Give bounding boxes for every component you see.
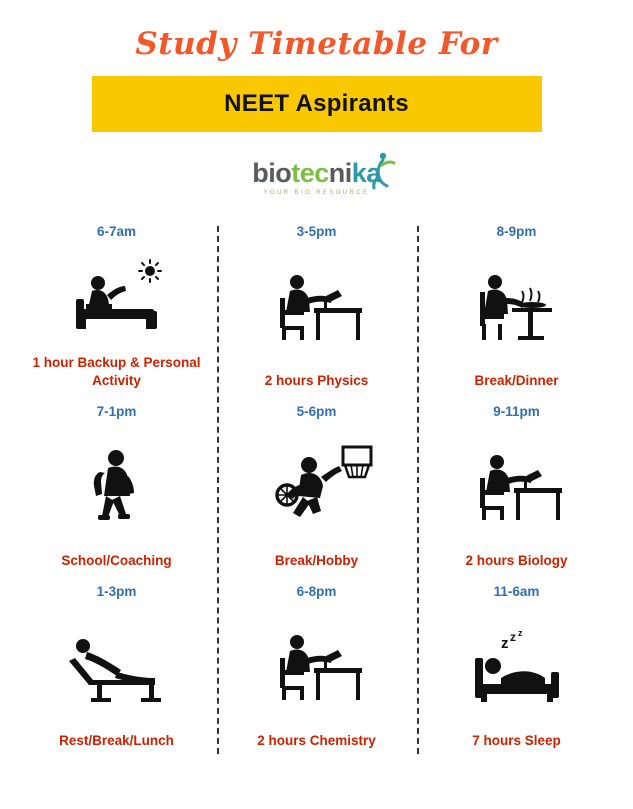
timetable-cell <box>17 220 217 400</box>
reclining-chair-icon <box>23 605 211 732</box>
timetable-cell <box>217 400 417 580</box>
cell-time: 5-6pm <box>296 404 337 419</box>
cell-time: 11-6am <box>493 584 540 599</box>
brand-logo <box>0 150 633 206</box>
timetable-cell <box>417 400 617 580</box>
logo-part-bio: bio <box>252 158 292 188</box>
logo-part-ni: ni <box>328 158 352 188</box>
timetable-cell <box>417 580 617 760</box>
svg-text:z: z <box>500 635 508 653</box>
logo-wordmark <box>252 160 381 187</box>
cell-label: 2 hours Chemistry <box>257 732 376 748</box>
student-desk-icon <box>223 605 411 732</box>
cell-label: School/Coaching <box>61 552 172 568</box>
cell-label: Break/Hobby <box>274 552 359 568</box>
wake-up-bed-icon <box>23 245 211 354</box>
subtitle-text: NEET Aspirants <box>224 90 409 117</box>
timetable-cell <box>17 400 217 580</box>
page-title: Study Timetable For <box>135 26 498 62</box>
cell-label: 2 hours Physics <box>264 372 369 388</box>
cell-time: 3-5pm <box>296 224 337 239</box>
subtitle-banner <box>92 76 542 132</box>
svg-text:z: z <box>509 630 516 645</box>
cell-time: 7-1pm <box>96 404 137 419</box>
timetable-cell <box>17 580 217 760</box>
timetable-cell <box>417 220 617 400</box>
cell-time: 1-3pm <box>96 584 137 599</box>
walking-student-backpack-icon <box>23 425 211 552</box>
cell-time: 6-7am <box>96 224 137 239</box>
logo-tagline: YOUR BIO RESOURCE <box>263 190 370 196</box>
timetable-grid <box>17 220 617 760</box>
basketball-player-icon <box>223 425 411 552</box>
student-desk-icon <box>423 425 611 552</box>
logo-part-ka: ka <box>351 158 381 188</box>
cell-time: 9-11pm <box>493 404 540 419</box>
logo-part-tec: tec <box>291 158 329 188</box>
timetable-cell <box>217 220 417 400</box>
svg-text:z: z <box>517 628 522 639</box>
cell-label: Rest/Break/Lunch <box>59 732 174 748</box>
dinner-table-icon <box>423 245 611 372</box>
cell-label: 7 hours Sleep <box>472 732 561 748</box>
sleeping-bed-zzz-icon <box>423 605 611 732</box>
student-desk-icon <box>223 245 411 372</box>
cell-label: 2 hours Biology <box>465 552 568 568</box>
cell-time: 6-8pm <box>296 584 337 599</box>
logo-figure-icon <box>367 151 397 191</box>
cell-label: Break/Dinner <box>474 372 559 388</box>
timetable-cell <box>217 580 417 760</box>
infographic-page <box>0 26 633 809</box>
cell-label: 1 hour Backup & Personal Activity <box>32 354 201 388</box>
cell-time: 8-9pm <box>496 224 537 239</box>
